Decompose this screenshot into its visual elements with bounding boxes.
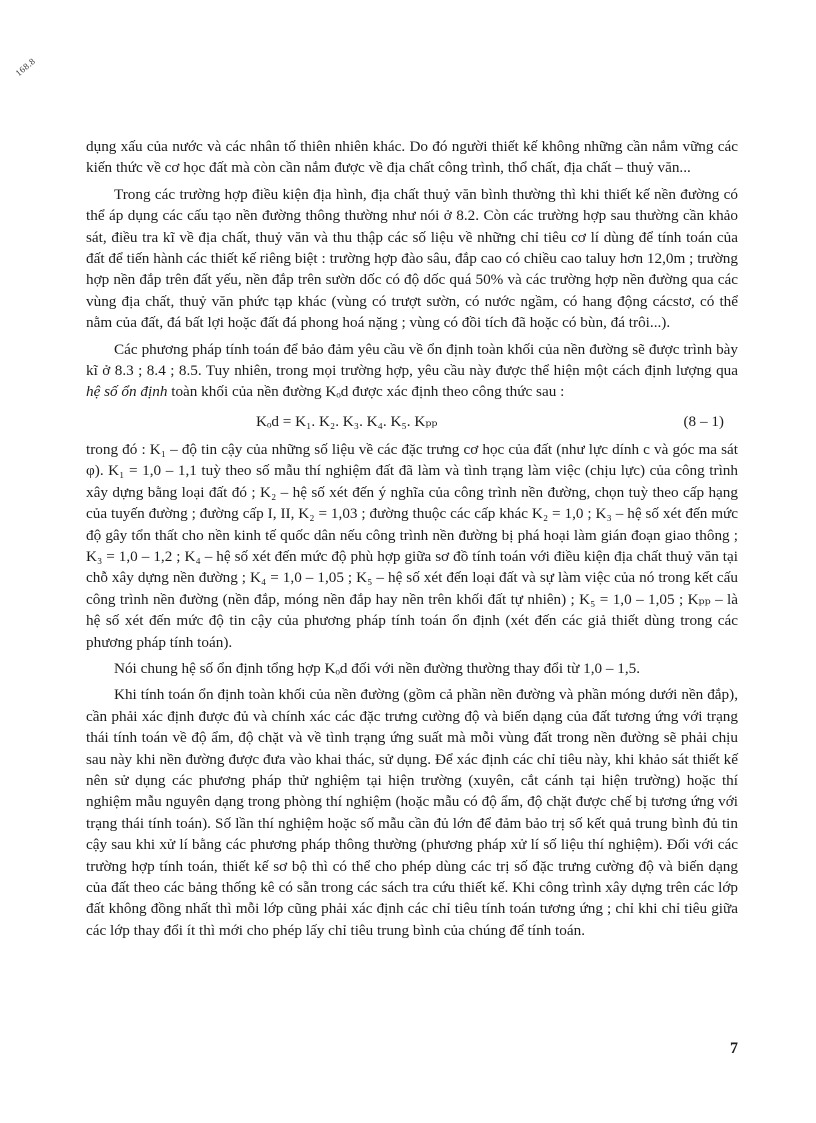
page-number: 7 [730,1040,738,1057]
formula-number: (8 – 1) [683,412,724,430]
paragraph-stability-text-end: toàn khối của nền đường Kₒd được xác định theo công thức sau : [167,383,565,401]
paragraph-stability-text-start: Các phương pháp tính toán để bảo đảm yêu cầu về ổn định toàn khối của nền đường sẽ được trình bày kĩ ở 8.3 ; 8.4 ; 8.5. Tuy nhiên, trong mọi trường hợp, yêu cầu này được thể hiện một cách định lượng qua [86,340,738,380]
paragraph-site-conditions: Trong các trường hợp điều kiện địa hình, địa chất thuỷ văn bình thường thì khi thiết kế nền đường có thể áp dụng các cấu tạo nền đường thông thường như nói ở 8.2. Còn các trường hợp sau thường cần khảo sát, điều tra kĩ về địa chất, thuỷ văn và thu thập các số liệu về những chỉ tiêu cơ lí dùng để tính toán của đất để tiến hành các thiết kế riêng biệt : trường hợp đào sâu, đắp cao có chiều cao taluy hơn 12,0m ; trường hợp nền đắp trên đất yếu, nền đắp trên sườn dốc có độ dốc quá 50% và các trường hợp nền đường qua các vùng địa chất, thuỷ văn phức tạp khác (vùng có trượt sườn, có nước ngầm, có hang động cácstơ, có thể nằm của đất, đá bất lợi hoặc đất đá phong hoá nặng ; vùng có đồi tích đã hoặc có bùn, đá trôi...). [86,185,738,332]
paragraph-testing-procedure: Khi tính toán ổn định toàn khối của nền đường (gồm cả phần nền đường và phần móng dưới nền đắp), cần phải xác định được đủ và chính xác các đặc trưng cường độ và biến dạng của đất tương ứng với trạng thái tính toán về độ ẩm, độ chặt và về tình trạng ứng suất mà mỗi vùng đất trong nền đường sẽ phải chịu sau này khi nền đường được đưa vào khai thác, sử dụng. Để xác định các chỉ tiêu này, khi khảo sát thiết kế nên sử dụng các phương pháp thử nghiệm tại hiện trường (xuyên, cắt cánh tại hiện trường) hoặc thí nghiệm mẫu nguyên dạng trong phòng thí nghiệm (hoặc mẫu có độ ẩm, độ chặt được chế bị tương ứng với trạng thái tính toán). Số lần thí nghiệm hoặc số mẫu cần đủ lớn để đảm bảo trị số kết quả trung bình đủ tin cậy sau khi xử lí bằng các phương pháp thông thường (phương pháp xử lí số liệu thí nghiệm). Đối với các trường hợp tính toán, thiết kế sơ bộ thì có thể cho phép dùng các trị số đặc trưng cường độ và biến dạng của đất theo các bảng thống kê có sẵn trong các sách tra cứu thiết kế. Khi công trình xây dựng trên các lớp đất không đồng nhất thì mỗi lớp cũng phải xác định các chỉ tiêu tính toán tương ứng ; chỉ khi chỉ tiêu giữa các lớp thay đổi ít thì mới cho phép lấy chỉ tiêu trung bình của chúng để tính toán. [86,686,738,939]
corner-stamp-mark: 168.8 [13,55,38,79]
paragraph-general-range: Nói chung hệ số ổn định tổng hợp Kₒd đối với nền đường thường thay đổi từ 1,0 – 1,5. [114,659,641,677]
paragraph-coefficient-definitions: trong đó : K₁ – độ tin cậy của những số liệu về các đặc trưng cơ học của đất (như lực dính c và góc ma sát φ). K₁ = 1,0 – 1,1 tuỳ theo số mẫu thí nghiệm đất đã làm và tình trạng làm việc (chịu lực) của công trình xây dựng bằng loại đất đó ; K₂ – hệ số xét đến ý nghĩa của công trình nền đường, chọn tuỳ theo cấp hạng của tuyến đường ; đường cấp I, II, K₂ = 1,03 ; đường thuộc các cấp khác K₂ = 1,0 ; K₃ – hệ số xét đến mức độ gây tổn thất cho nền kinh tế quốc dân nếu công trình nền đường bị phá hoại làm gián đoạn giao thông ; K₃ = 1,0 – 1,2 ; K₄ – hệ số xét đến mức độ phù hợp giữa sơ đồ tính toán với điều kiện địa chất thuỷ văn tại chỗ xây dựng nền đường ; K₄ = 1,0 – 1,05 ; K₅ – hệ số xét đến loại đất và sự làm việc của nó trong kết cấu công trình nền đường (nền đắp, móng nền đắp hay nền trên khối đất tự nhiên) ; K₅ = 1,0 – 1,05 ; Kₚₚ – là hệ số xét đến mức độ tin cậy của phương pháp tính toán ổn định (xét đến các giả thiết dùng trong các phương pháp tính toán). [86,440,738,651]
formula-block [86,409,738,435]
stability-coefficient-term: hệ số ổn định [86,383,168,401]
page-body [86,136,738,946]
formula-equation: Kₒd = K₁. K₂. K₃. K₄. K₅. Kₚₚ [256,412,438,430]
paragraph-continuation: dụng xấu của nước và các nhân tố thiên nhiên khác. Do đó người thiết kế không những cần nắm vững các kiến thức về cơ học đất mà còn cần nắm được về địa chất công trình, thổ chất, địa chất – thuỷ văn... [86,138,738,177]
paragraph-stability-methods [86,339,738,403]
